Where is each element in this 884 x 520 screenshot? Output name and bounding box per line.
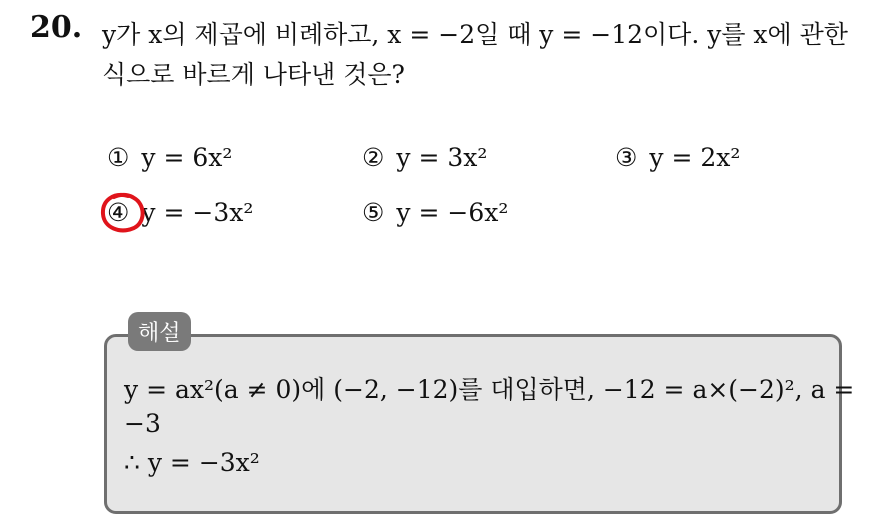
question-number: 20. <box>30 10 83 45</box>
solution-line-3: ∴ y = −3x² <box>124 448 260 477</box>
option-1-number: ① <box>107 143 130 172</box>
option-3-text: y = 2x² <box>649 143 741 172</box>
answer-circle-icon <box>98 190 148 236</box>
option-5-text: y = −6x² <box>396 198 509 227</box>
solution-line-2: −3 <box>124 409 161 438</box>
option-2[interactable] <box>362 143 487 172</box>
option-3-number: ③ <box>615 143 638 172</box>
option-2-text: y = 3x² <box>396 143 488 172</box>
question-text-line-1: y가 x의 제곱에 비례하고, x = −2일 때 y = −12이다. y를 x에 관한 <box>102 20 848 49</box>
solution-line-1: y = ax²(a ≠ 0)에 (−2, −12)를 대입하면, −12 = a×(−2)², a = <box>124 375 855 404</box>
option-2-number: ② <box>362 143 385 172</box>
option-5[interactable] <box>362 198 508 227</box>
option-4-text: y = −3x² <box>141 198 254 227</box>
solution-box <box>104 334 842 514</box>
option-3[interactable] <box>615 143 740 172</box>
option-1-text: y = 6x² <box>141 143 233 172</box>
solution-tag: 해설 <box>128 312 191 351</box>
question-text-line-2: 식으로 바르게 나타낸 것은? <box>102 60 405 89</box>
option-5-number: ⑤ <box>362 198 385 227</box>
option-4-number: ④ <box>107 198 130 227</box>
option-1[interactable] <box>107 143 232 172</box>
